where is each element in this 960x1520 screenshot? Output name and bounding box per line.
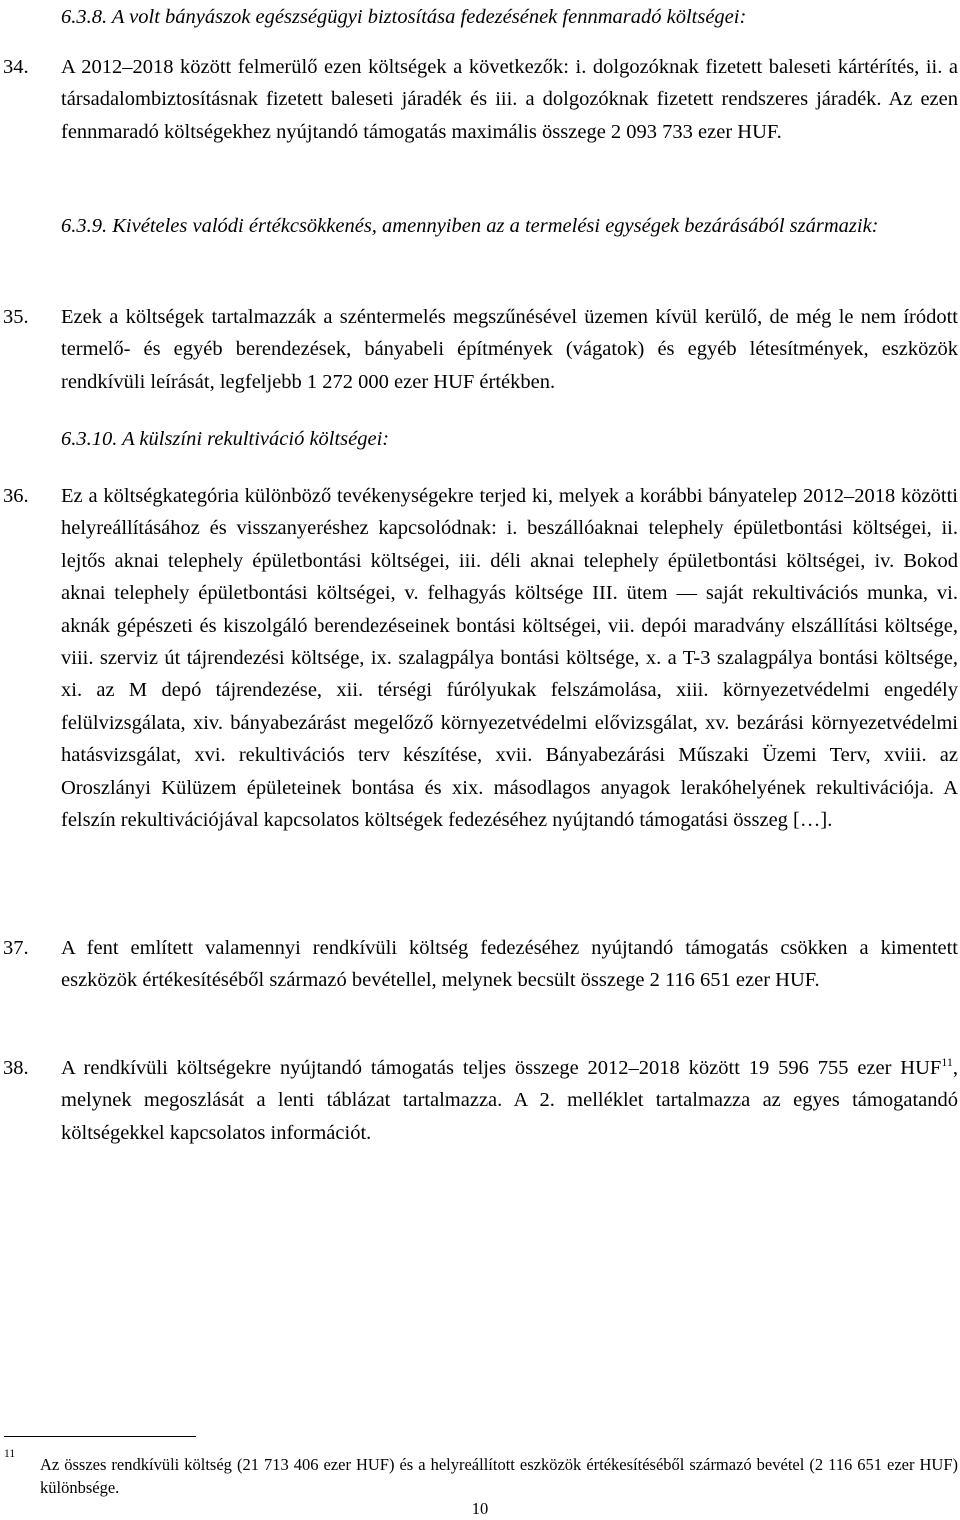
- paragraph-37: [3, 932, 958, 997]
- paragraph-35: [3, 301, 958, 398]
- section-heading-6-3-10: 6.3.10. A külszíni rekultiváció költségei:: [61, 428, 390, 450]
- footnote-reference[interactable]: 11: [941, 1055, 953, 1069]
- paragraph-number: 35.: [3, 306, 29, 328]
- section-heading-6-3-8: 6.3.8. A volt bányászok egészségügyi biztosítása fedezésének fennmaradó költségei:: [61, 6, 747, 28]
- paragraph-number: 36.: [3, 485, 29, 507]
- paragraph-text: A rendkívüli költségekre nyújtandó támogatás teljes összege 2012–2018 között 19 596 755 ezer HUF: [61, 1057, 942, 1079]
- paragraph-text: Ez a költségkategória különböző tevékenységekre terjed ki, melyek a korábbi bányatelep 2012–2018 közötti helyreállításához és visszanyeréshez kapcsolódnak: i. beszállóaknai telephely épületbontási költségei, ii. lejtős aknai telephely épületbontási költségei, iii. déli aknai telephely épületbontási költségei, iv. Bokod aknai telephely épületbontási költségei, v. felhagyás költsége III. ütem — saját rekultivációs munka, vi. aknák gépészeti és kiszolgáló berendezéseinek bontási költségei, vii. depói maradvány elszállítási költsége, viii. szerviz út tájrendezési költsége, ix. szalagpálya bontási költsége, x. a T-3 szalagpálya bontási költsége, xi. az M depó tájrendezése, xii. térségi fúrólyukak felszámolása, xiii. környezetvédelmi engedély felülvizsgálata, xiv. bányabezárást megelőző környezetvédelmi elővizsgálat, xv. bezárási környezetvédelmi hatásvizsgálat, xvi. rekultivációs terv készítése, xvii. Bányabezárási Műszaki Üzemi Terv, xviii. az Oroszlányi Külüzem épületeinek bontása és xix. másodlagos anyagok lerakóhelyének rekultivációja. A felszín rekultivációjával kapcsolatos költségek fedezéséhez nyújtandó támogatási összeg […].: [61, 485, 958, 832]
- paragraph-38: [3, 1052, 958, 1149]
- page-number: 10: [471, 1499, 489, 1518]
- footnote-text: Az összes rendkívüli költség (21 713 406 ezer HUF) és a helyreállított eszközök értékesítéséből származó bevétel (2 116 651 ezer HUF) különbsége.: [40, 1455, 958, 1497]
- paragraph-number: 37.: [3, 937, 29, 959]
- paragraph-number: 34.: [3, 56, 29, 78]
- paragraph-36: [3, 480, 958, 836]
- paragraph-text: A fent említett valamennyi rendkívüli költség fedezéséhez nyújtandó támogatás csökken a kimentett eszközök értékesítéséből származó bevétellel, melynek becsült összege 2 116 651 ezer HUF.: [61, 937, 958, 992]
- paragraph-text: Ezek a költségek tartalmazzák a széntermelés megszűnésével üzemen kívül kerülő, de még le nem íródott termelő- és egyéb berendezések, bányabeli építmények (vágatok) és egyéb létesítmények, eszközök rendkívüli leírását, legfeljebb 1 272 000 ezer HUF értékben.: [61, 306, 958, 393]
- section-heading-6-3-9: 6.3.9. Kivételes valódi értékcsökkenés, amennyiben az a termelési egységek bezárásából származik:: [61, 215, 879, 237]
- footnote-separator: [4, 1436, 196, 1437]
- paragraph-number: 38.: [3, 1057, 29, 1079]
- paragraph-34: [3, 51, 958, 148]
- footnote-mark: 11: [4, 1448, 16, 1460]
- paragraph-text: A 2012–2018 között felmerülő ezen költségek a következők: i. dolgozóknak fizetett baleseti kártérítés, ii. a társadalombiztosításnak fizetett baleseti járadék és iii. a dolgozóknak fizetett rendszeres járadék. Az ezen fennmaradó költségekhez nyújtandó támogatás maximális összege 2 093 733 ezer HUF.: [61, 56, 958, 143]
- paragraph-text-continued: , melynek megoszlását a lenti táblázat tartalmazza. A 2. melléklet tartalmazza az egyes támogatandó költségekkel kapcsolatos információt.: [61, 1057, 958, 1144]
